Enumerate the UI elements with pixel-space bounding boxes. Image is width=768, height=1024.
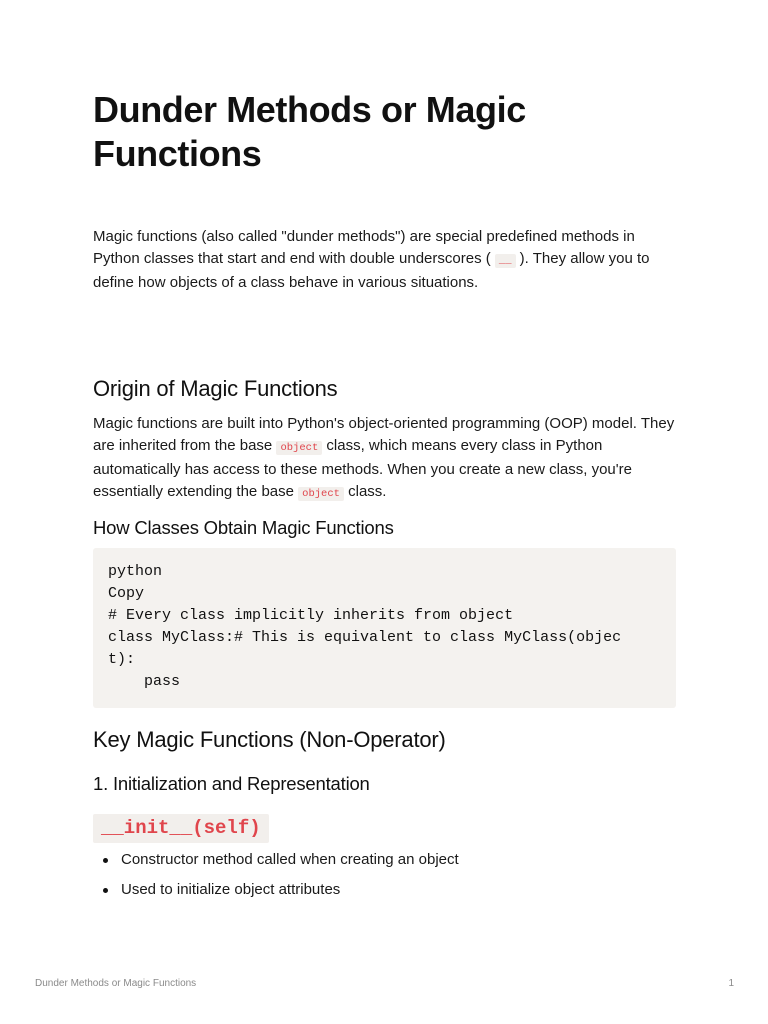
origin-text-2: class, which means every class in Python automatically has access to these methods. When you create a new class, you're essentially extending the base [93, 437, 632, 500]
bullet-icon [103, 858, 108, 863]
list-item [93, 849, 676, 871]
footer-title: Dunder Methods or Magic Functions [35, 978, 197, 989]
list-item [93, 879, 676, 901]
page-number: 1 [728, 978, 734, 989]
page-title: Dunder Methods or Magic Functions [93, 89, 526, 174]
how-classes-heading: How Classes Obtain Magic Functions [93, 517, 394, 538]
code-line: pass [108, 673, 181, 690]
origin-paragraph [93, 413, 676, 505]
intro-text-2: ). They allow you to define how objects of a class behave in various situations. [93, 250, 650, 291]
init-method-code: __init__(self) [93, 814, 269, 843]
code-line: # Every class implicitly inherits from object [108, 607, 514, 624]
init-bullet-list [93, 849, 676, 909]
bullet-icon [103, 888, 108, 893]
key-magic-functions-heading: Key Magic Functions (Non-Operator) [93, 727, 446, 752]
intro-paragraph [93, 226, 676, 294]
inline-code-object: object [298, 487, 344, 501]
code-line: Copy [108, 585, 145, 602]
intro-text-1: Magic functions (also called "dunder methods") are special predefined methods in Python classes that start and end with double underscores ( [93, 228, 635, 267]
origin-heading: Origin of Magic Functions [93, 376, 338, 401]
list-item-text: Used to initialize object attributes [121, 881, 341, 898]
inline-code-dunder: __ [495, 254, 516, 268]
code-block [93, 548, 676, 708]
inline-code-object: object [276, 441, 322, 455]
initialization-subheading: 1. Initialization and Representation [93, 773, 370, 794]
code-line: python [108, 563, 163, 580]
code-line: t): [108, 651, 136, 668]
list-item-text: Constructor method called when creating an object [121, 851, 459, 868]
origin-text-1: Magic functions are built into Python's object-oriented programming (OOP) model. They are inherited from the base [93, 415, 675, 454]
code-line: class MyClass:# This is equivalent to class MyClass(objec [108, 629, 622, 646]
origin-text-3: class. [343, 483, 387, 500]
